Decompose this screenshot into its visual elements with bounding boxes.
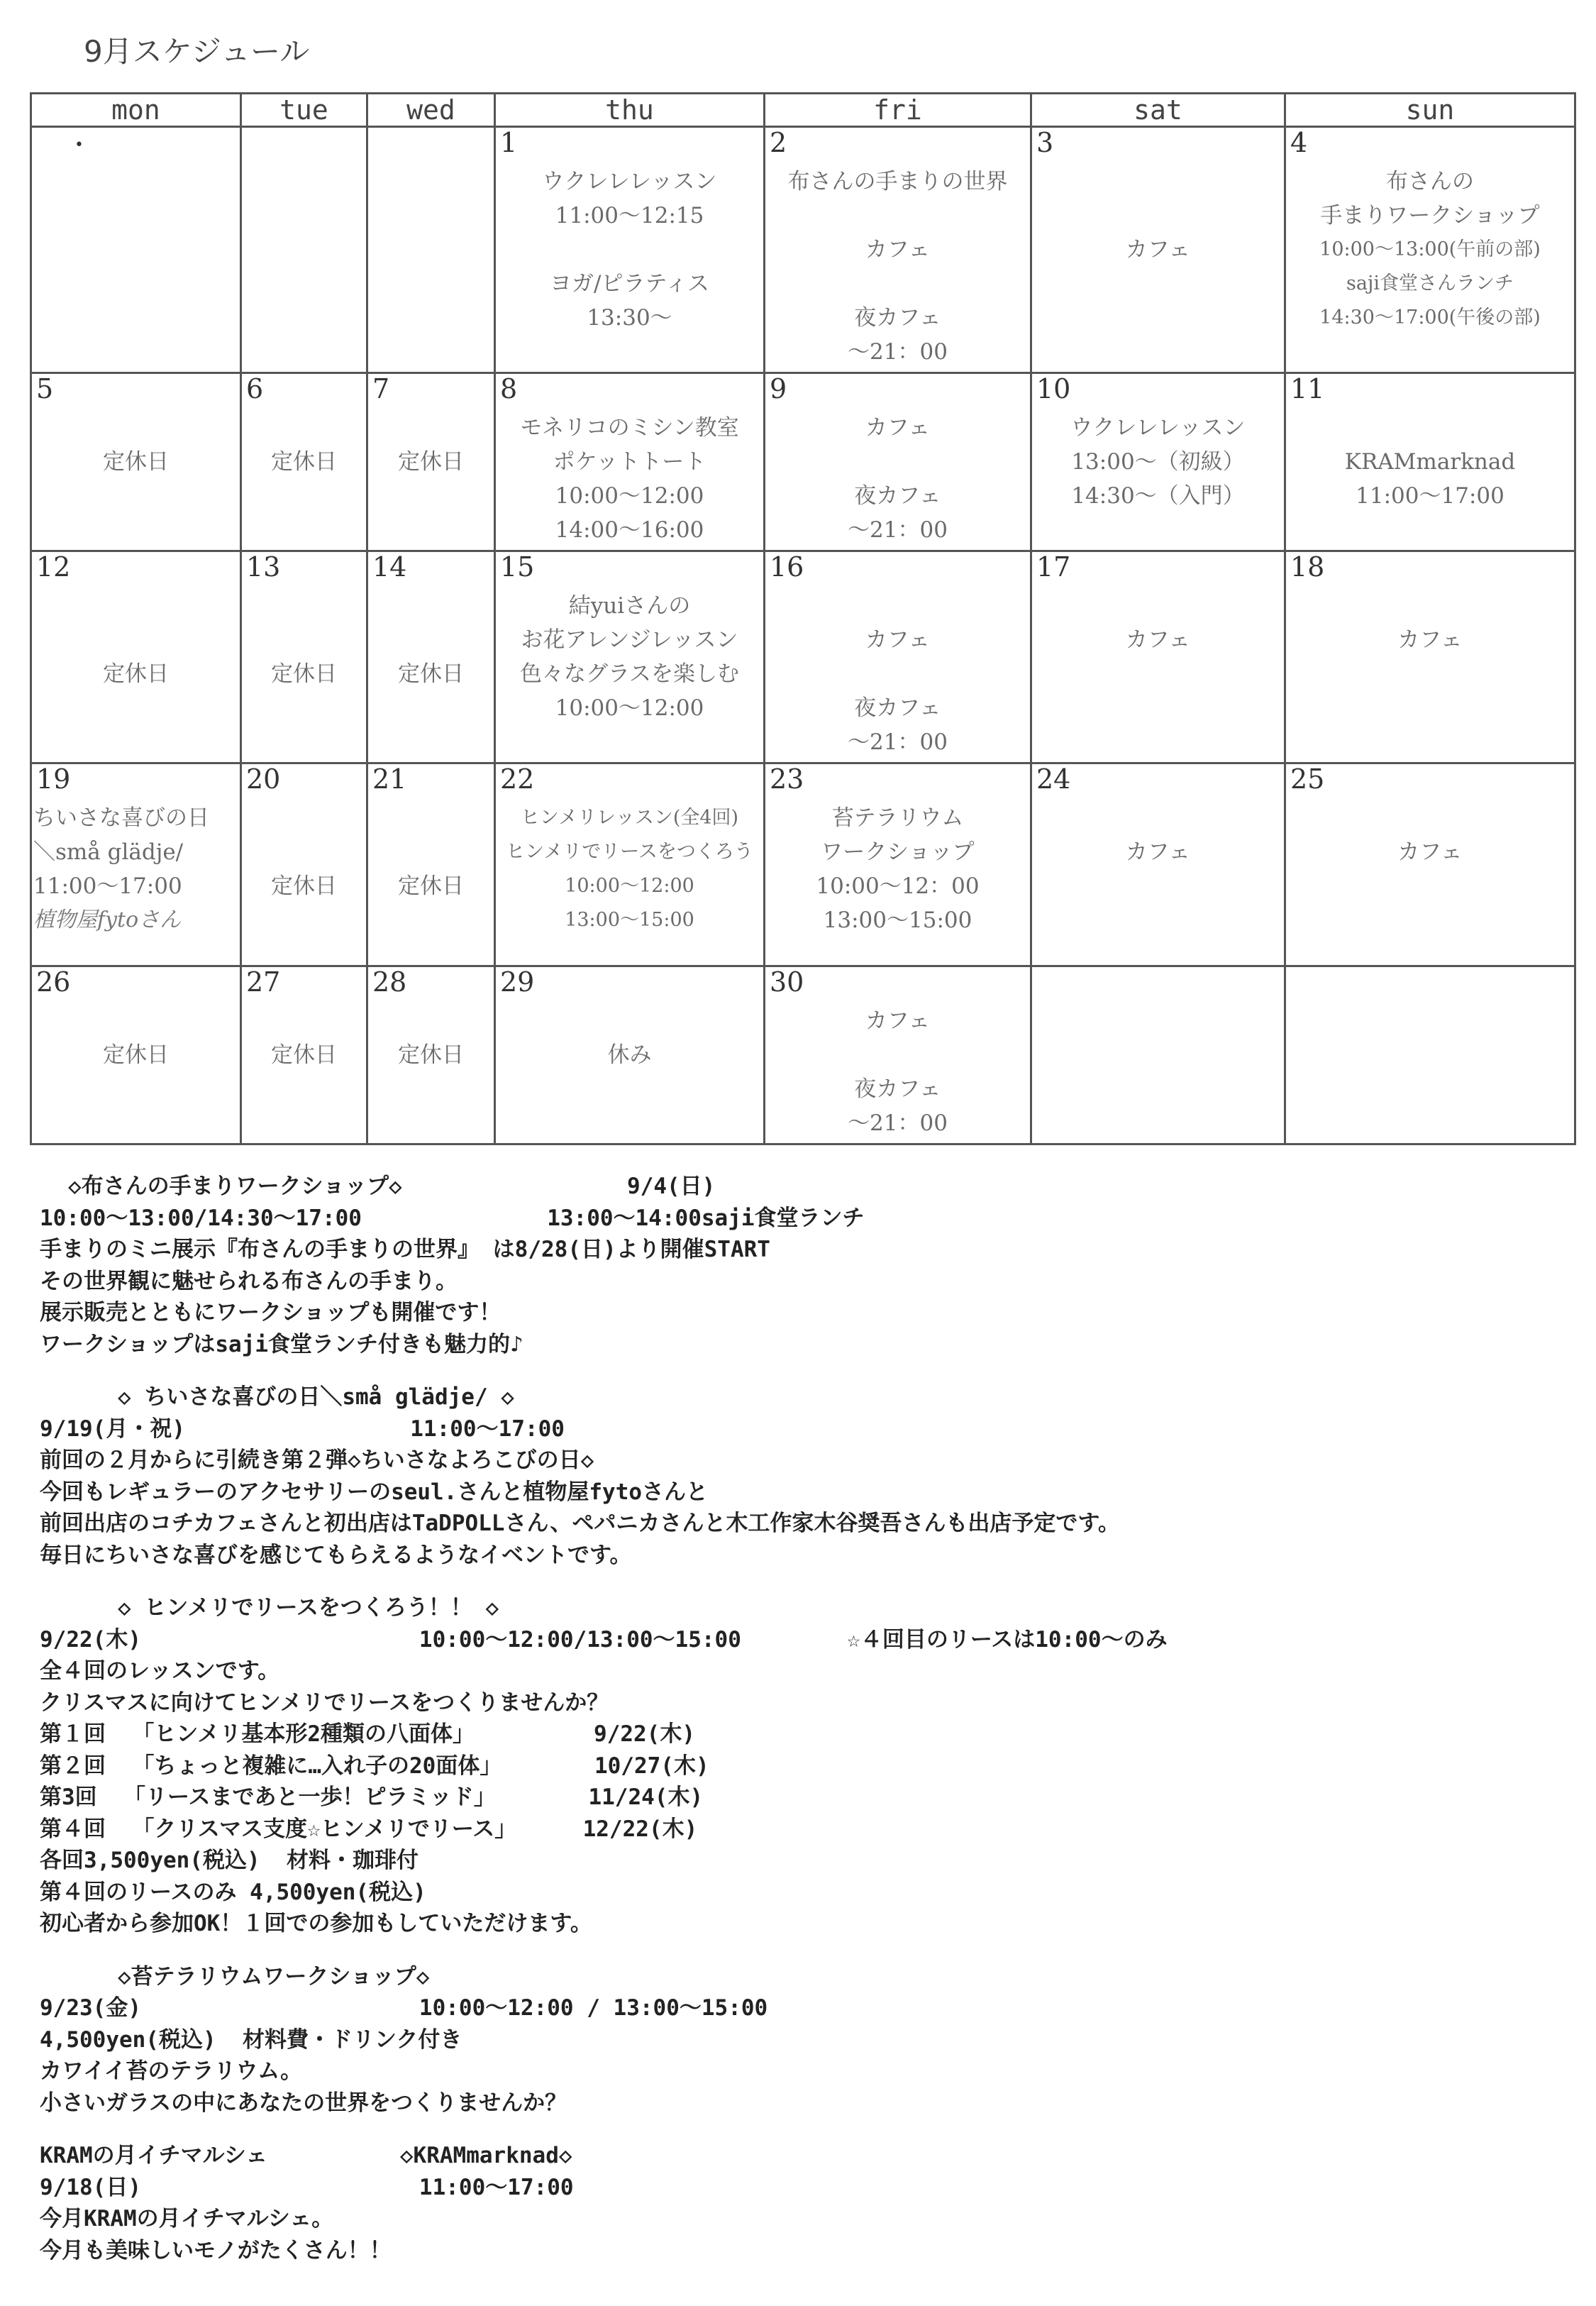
calendar-day-cell bbox=[31, 127, 241, 373]
event-note-line: 各回3,500yen(税込) 材料・珈琲付 bbox=[40, 1848, 419, 1873]
event-line: 定休日 bbox=[103, 661, 169, 687]
day-number: 11 bbox=[1290, 373, 1325, 404]
event-line: 11:00～17:00 bbox=[1356, 483, 1504, 509]
event-line: ヨガ/ピラティス bbox=[550, 271, 709, 297]
event-line bbox=[371, 623, 491, 657]
calendar-day-cell bbox=[367, 127, 495, 373]
event-note-line: 今月KRAMの月イチマルシェ。 bbox=[40, 2206, 334, 2231]
calendar-week-row bbox=[31, 127, 1575, 373]
day-events bbox=[765, 967, 1030, 1143]
calendar-day-cell bbox=[495, 127, 765, 373]
event-line bbox=[35, 1004, 237, 1038]
dot-mark: • bbox=[74, 136, 84, 154]
day-events bbox=[1286, 967, 1574, 1007]
event-line: カフェ bbox=[1125, 627, 1191, 653]
day-events bbox=[765, 552, 1030, 762]
day-events bbox=[368, 128, 494, 167]
calendar-day-cell bbox=[765, 127, 1031, 373]
calendar-day-cell bbox=[367, 966, 495, 1144]
calendar-day-cell bbox=[367, 763, 495, 966]
day-number: 9 bbox=[770, 373, 787, 404]
event-line bbox=[499, 233, 760, 267]
event-line: ～21：00 bbox=[848, 1110, 948, 1136]
event-line: ヒンメリでリースをつくろう bbox=[506, 841, 753, 863]
event-note-line: 今回もレギュラーのアクセサリーのseul.さんと植物屋fytoさんと bbox=[40, 1479, 709, 1505]
event-note-heading: ◇苔テラリウムワークショップ◇ bbox=[118, 1963, 430, 1990]
calendar-day-cell bbox=[241, 551, 367, 763]
calendar-day-cell bbox=[1031, 127, 1285, 373]
day-events bbox=[1286, 764, 1574, 872]
event-line bbox=[35, 589, 237, 623]
calendar-week-row bbox=[31, 763, 1575, 966]
event-line: ヒンメリレッスン(全4回) bbox=[520, 807, 739, 829]
event-line: 色々なグラスを楽しむ bbox=[519, 661, 740, 687]
event-note-heading: ◇布さんの手まりワークショップ◇ 9/4(日) bbox=[68, 1174, 716, 1199]
calendar-day-cell bbox=[1031, 966, 1285, 1144]
event-line: カフェ bbox=[1125, 839, 1191, 865]
event-line bbox=[499, 1004, 760, 1038]
calendar-day-cell bbox=[765, 966, 1031, 1144]
day-number: 27 bbox=[246, 966, 281, 998]
calendar-day-cell bbox=[495, 763, 765, 966]
event-note-heading: KRAMの月イチマルシェ ◇KRAMmarknad◇ bbox=[40, 2143, 572, 2168]
event-line: 定休日 bbox=[398, 873, 464, 899]
event-line bbox=[768, 657, 1027, 691]
calendar-day-cell bbox=[367, 373, 495, 551]
weekday-sun: sun bbox=[1285, 94, 1575, 127]
event-line bbox=[768, 589, 1027, 623]
event-note-line: カワイイ苔のテラリウム。 bbox=[40, 2058, 303, 2084]
event-line: 10:00～12:00 bbox=[555, 483, 704, 509]
event-note-block bbox=[40, 1592, 1558, 1940]
day-number: 19 bbox=[36, 763, 71, 795]
weekday-sat: sat bbox=[1031, 94, 1285, 127]
weekday-wed: wed bbox=[367, 94, 495, 127]
event-line bbox=[768, 1038, 1027, 1072]
event-line: 休み bbox=[607, 1042, 652, 1068]
day-number: 13 bbox=[246, 551, 281, 583]
event-line: 定休日 bbox=[103, 1042, 169, 1068]
event-line: 定休日 bbox=[271, 873, 337, 899]
event-line: 定休日 bbox=[103, 449, 169, 475]
day-number: 29 bbox=[500, 966, 535, 998]
calendar-week-row bbox=[31, 551, 1575, 763]
day-events bbox=[496, 552, 763, 728]
event-line: カフェ bbox=[1397, 627, 1463, 653]
calendar-day-cell bbox=[495, 551, 765, 763]
event-line: 夜カフェ bbox=[854, 695, 941, 721]
day-events bbox=[496, 374, 763, 550]
event-line: 13:30～ bbox=[587, 305, 672, 331]
event-line bbox=[245, 1004, 363, 1038]
calendar-day-cell bbox=[1285, 551, 1575, 763]
day-number: 23 bbox=[770, 763, 804, 795]
day-number: 10 bbox=[1036, 373, 1071, 404]
event-note-line: 第４回のリースのみ 4,500yen(税込) bbox=[40, 1879, 426, 1905]
event-line: 夜カフェ bbox=[854, 483, 941, 509]
event-line: お花アレンジレッスン bbox=[521, 627, 738, 653]
event-line bbox=[245, 589, 363, 623]
event-line: カフェ bbox=[1125, 237, 1191, 263]
event-line bbox=[1289, 589, 1571, 623]
event-note-block bbox=[40, 2140, 1558, 2266]
day-number: 12 bbox=[36, 551, 71, 583]
event-line bbox=[371, 835, 491, 869]
event-line bbox=[768, 267, 1027, 301]
event-note-block bbox=[40, 1961, 1558, 2119]
event-line: 13:00～15:00 bbox=[823, 907, 972, 933]
event-note-line: その世界観に魅せられる布さんの手まり。 bbox=[40, 1268, 458, 1294]
day-events bbox=[1286, 374, 1574, 516]
event-line bbox=[371, 411, 491, 445]
event-line: 布さんの手まりの世界 bbox=[787, 169, 1008, 194]
event-line: 定休日 bbox=[398, 1042, 464, 1068]
event-note-block bbox=[40, 1171, 1558, 1360]
event-note-heading: ◇ ちいさな喜びの日＼små glädje/ ◇ bbox=[118, 1384, 514, 1410]
calendar-day-cell bbox=[765, 551, 1031, 763]
event-line: 定休日 bbox=[398, 661, 464, 687]
event-line bbox=[768, 445, 1027, 479]
event-line: ちいさな喜びの日 bbox=[33, 805, 209, 831]
event-line: モネリコのミシン教室 bbox=[520, 415, 739, 441]
event-line: カフェ bbox=[865, 1008, 931, 1034]
event-note-line: 第４回 「クリスマス支度☆ヒンメリでリース」 12/22(木) bbox=[40, 1816, 698, 1842]
day-number: 14 bbox=[372, 551, 407, 583]
event-line: 13:00～15:00 bbox=[565, 909, 694, 931]
event-line: 布さんの bbox=[1386, 169, 1474, 194]
event-line bbox=[245, 411, 363, 445]
event-line: ウクレレレッスン bbox=[542, 169, 717, 194]
event-note-line: 展示販売とともにワークショップも開催です！ bbox=[40, 1300, 501, 1325]
calendar-day-cell bbox=[31, 763, 241, 966]
day-number: 1 bbox=[500, 127, 518, 158]
day-events bbox=[1032, 128, 1284, 270]
event-line bbox=[1289, 801, 1571, 835]
day-number: 18 bbox=[1290, 551, 1325, 583]
event-line: 14:30～17:00(午後の部) bbox=[1319, 307, 1541, 329]
event-line: 夜カフェ bbox=[854, 305, 941, 331]
event-note-line: 毎日にちいさな喜びを感じてもらえるようなイベントです。 bbox=[40, 1542, 632, 1568]
calendar-grid bbox=[30, 92, 1576, 1145]
event-line: 定休日 bbox=[398, 449, 464, 475]
calendar-week-row bbox=[31, 373, 1575, 551]
calendar-day-cell bbox=[1031, 551, 1285, 763]
weekday-fri: fri bbox=[765, 94, 1031, 127]
day-number: 7 bbox=[372, 373, 390, 404]
calendar-day-cell bbox=[1285, 373, 1575, 551]
event-line: 手まりワークショップ bbox=[1320, 203, 1540, 228]
day-events bbox=[32, 374, 240, 482]
calendar-day-cell bbox=[31, 373, 241, 551]
calendar-day-cell bbox=[241, 966, 367, 1144]
event-note-line: 前回出店のコチカフェさんと初出店はTaDPOLLさん、ペパニカさんと木工作家木谷奨吾さんも出店予定です。 bbox=[40, 1511, 1120, 1536]
calendar-day-cell bbox=[241, 127, 367, 373]
event-note-line: 全４回のレッスンです。 bbox=[40, 1658, 280, 1684]
event-line bbox=[1289, 411, 1571, 445]
event-line bbox=[371, 589, 491, 623]
event-note-line: 第２回 「ちょっと複雑に…入れ子の20面体」 10/27(木) bbox=[40, 1753, 709, 1779]
calendar-day-cell bbox=[1031, 763, 1285, 966]
event-note-line: ワークショップはsaji食堂ランチ付きも魅力的♪ bbox=[40, 1331, 523, 1357]
event-note-line: 初心者から参加OK！１回での参加もしていただけます。 bbox=[40, 1911, 592, 1936]
calendar-day-cell bbox=[1285, 763, 1575, 966]
event-note-block bbox=[40, 1381, 1558, 1571]
day-events bbox=[1032, 967, 1284, 1007]
event-line bbox=[1035, 801, 1281, 835]
day-number: 22 bbox=[500, 763, 535, 795]
day-number: 28 bbox=[372, 966, 407, 998]
day-number: 25 bbox=[1290, 763, 1325, 795]
event-line: 14:30～（入門） bbox=[1071, 483, 1245, 509]
event-line: KRAMmarknad bbox=[1344, 449, 1516, 475]
event-line: カフェ bbox=[865, 627, 931, 653]
day-number: 15 bbox=[500, 551, 535, 583]
event-notes bbox=[40, 1171, 1558, 2288]
event-line: 13:00～（初級） bbox=[1071, 449, 1245, 475]
event-line: 10:00～12:00 bbox=[555, 695, 704, 721]
day-events bbox=[1286, 128, 1574, 338]
day-number: 16 bbox=[770, 551, 804, 583]
event-line: ＼små glädje/ bbox=[33, 839, 184, 865]
event-note-line: 第3回 「リースまであと一歩！ピラミッド」 11/24(木) bbox=[40, 1784, 704, 1810]
event-line bbox=[245, 835, 363, 869]
day-events bbox=[242, 128, 366, 167]
calendar-week-row bbox=[31, 966, 1575, 1144]
event-line: ワークショップ bbox=[821, 839, 975, 865]
event-line bbox=[371, 1004, 491, 1038]
page-title: 9月スケジュール bbox=[84, 34, 310, 69]
event-line: 定休日 bbox=[271, 449, 337, 475]
day-events bbox=[765, 374, 1030, 550]
day-number: 30 bbox=[770, 966, 804, 998]
event-line: 10:00～13:00(午前の部) bbox=[1319, 238, 1541, 260]
event-line bbox=[245, 623, 363, 657]
event-line: 植物屋fytoさん bbox=[33, 907, 182, 932]
day-number: 26 bbox=[36, 966, 71, 998]
event-line bbox=[1035, 589, 1281, 623]
event-note-line: 9/19(月・祝) 11:00～17:00 bbox=[40, 1416, 565, 1442]
event-note-line: 手まりのミニ展示『布さんの手まりの世界』 は8/28(日)より開催START bbox=[40, 1237, 770, 1262]
day-number: 24 bbox=[1036, 763, 1071, 795]
calendar-day-cell bbox=[31, 966, 241, 1144]
event-note-line: 第１回 「ヒンメリ基本形2種類の八面体」 9/22(木) bbox=[40, 1721, 696, 1747]
day-events bbox=[496, 967, 763, 1075]
event-line bbox=[768, 199, 1027, 233]
day-events bbox=[496, 128, 763, 338]
event-line: 苔テラリウム bbox=[831, 805, 964, 831]
event-line: 14:00～16:00 bbox=[555, 517, 704, 543]
event-line: 夜カフェ bbox=[854, 1076, 941, 1102]
calendar-day-cell bbox=[1285, 127, 1575, 373]
event-note-line: クリスマスに向けてヒンメリでリースをつくりませんか？ bbox=[40, 1689, 609, 1716]
calendar-day-cell bbox=[1285, 966, 1575, 1144]
event-line: 定休日 bbox=[271, 1042, 337, 1068]
day-number: 5 bbox=[36, 373, 54, 404]
event-line bbox=[371, 801, 491, 835]
event-line: カフェ bbox=[865, 237, 931, 263]
day-number: 6 bbox=[246, 373, 264, 404]
event-line: 10:00～12:00 bbox=[565, 875, 694, 897]
event-line: ～21：00 bbox=[848, 729, 948, 755]
day-events bbox=[32, 128, 240, 167]
calendar-day-cell bbox=[495, 373, 765, 551]
calendar-day-cell bbox=[241, 373, 367, 551]
day-number: 4 bbox=[1290, 127, 1308, 158]
day-number: 17 bbox=[1036, 551, 1071, 583]
calendar-day-cell bbox=[1031, 373, 1285, 551]
event-line: 11:00～17:00 bbox=[33, 873, 182, 899]
weekday-header-row bbox=[31, 94, 1575, 127]
day-number: 3 bbox=[1036, 127, 1054, 158]
event-line: ～21：00 bbox=[848, 339, 948, 365]
day-number: 8 bbox=[500, 373, 518, 404]
day-number: 21 bbox=[372, 763, 407, 795]
event-line bbox=[1035, 165, 1281, 199]
event-line: 結yuiさんの bbox=[568, 593, 691, 619]
weekday-tue: tue bbox=[241, 94, 367, 127]
weekday-thu: thu bbox=[495, 94, 765, 127]
event-line bbox=[1035, 199, 1281, 233]
event-line bbox=[245, 801, 363, 835]
event-line: ポケットトート bbox=[553, 449, 706, 475]
event-line: ～21：00 bbox=[848, 517, 948, 543]
calendar-day-cell bbox=[367, 551, 495, 763]
event-note-line: 9/23(金) 10:00～12:00 / 13:00～15:00 bbox=[40, 1995, 768, 2021]
event-note-line: 今月も美味しいモノがたくさん！！ bbox=[40, 2237, 392, 2263]
event-line: 10:00～12：00 bbox=[816, 873, 980, 899]
event-note-line: 9/18(日) 11:00～17:00 bbox=[40, 2174, 574, 2200]
day-number: 20 bbox=[246, 763, 281, 795]
weekday-mon: mon bbox=[31, 94, 241, 127]
day-number: 2 bbox=[770, 127, 787, 158]
event-line: ウクレレレッスン bbox=[1070, 415, 1246, 441]
event-line: saji食堂さんランチ bbox=[1346, 272, 1514, 294]
day-events bbox=[765, 764, 1030, 940]
calendar-day-cell bbox=[765, 763, 1031, 966]
calendar-day-cell bbox=[31, 551, 241, 763]
event-note-line: 前回の２月からに引続き第２弾◇ちいさなよろこびの日◇ bbox=[40, 1447, 594, 1473]
event-line bbox=[35, 623, 237, 657]
event-note-line: 9/22(木) 10:00～12:00/13:00～15:00 ☆４回目のリースは10:00～のみ bbox=[40, 1626, 1168, 1653]
day-events bbox=[1286, 552, 1574, 660]
event-line: 定休日 bbox=[271, 661, 337, 687]
event-note-line: 10:00～13:00/14:30～17:00 13:00～14:00saji食堂ランチ bbox=[40, 1205, 865, 1231]
day-events bbox=[765, 128, 1030, 372]
calendar-day-cell bbox=[765, 373, 1031, 551]
event-note-line: 小さいガラスの中にあなたの世界をつくりませんか？ bbox=[40, 2090, 567, 2116]
event-line: カフェ bbox=[865, 415, 931, 441]
calendar-day-cell bbox=[495, 966, 765, 1144]
calendar-day-cell bbox=[241, 763, 367, 966]
event-line: 11:00～12:15 bbox=[555, 203, 704, 228]
event-line: カフェ bbox=[1397, 839, 1463, 865]
day-events bbox=[496, 764, 763, 940]
event-note-heading: ◇ ヒンメリでリースをつくろう！！ ◇ bbox=[118, 1595, 499, 1621]
event-line bbox=[35, 411, 237, 445]
event-note-line: 4,500yen(税込) 材料費・ドリンク付き bbox=[40, 2026, 462, 2053]
